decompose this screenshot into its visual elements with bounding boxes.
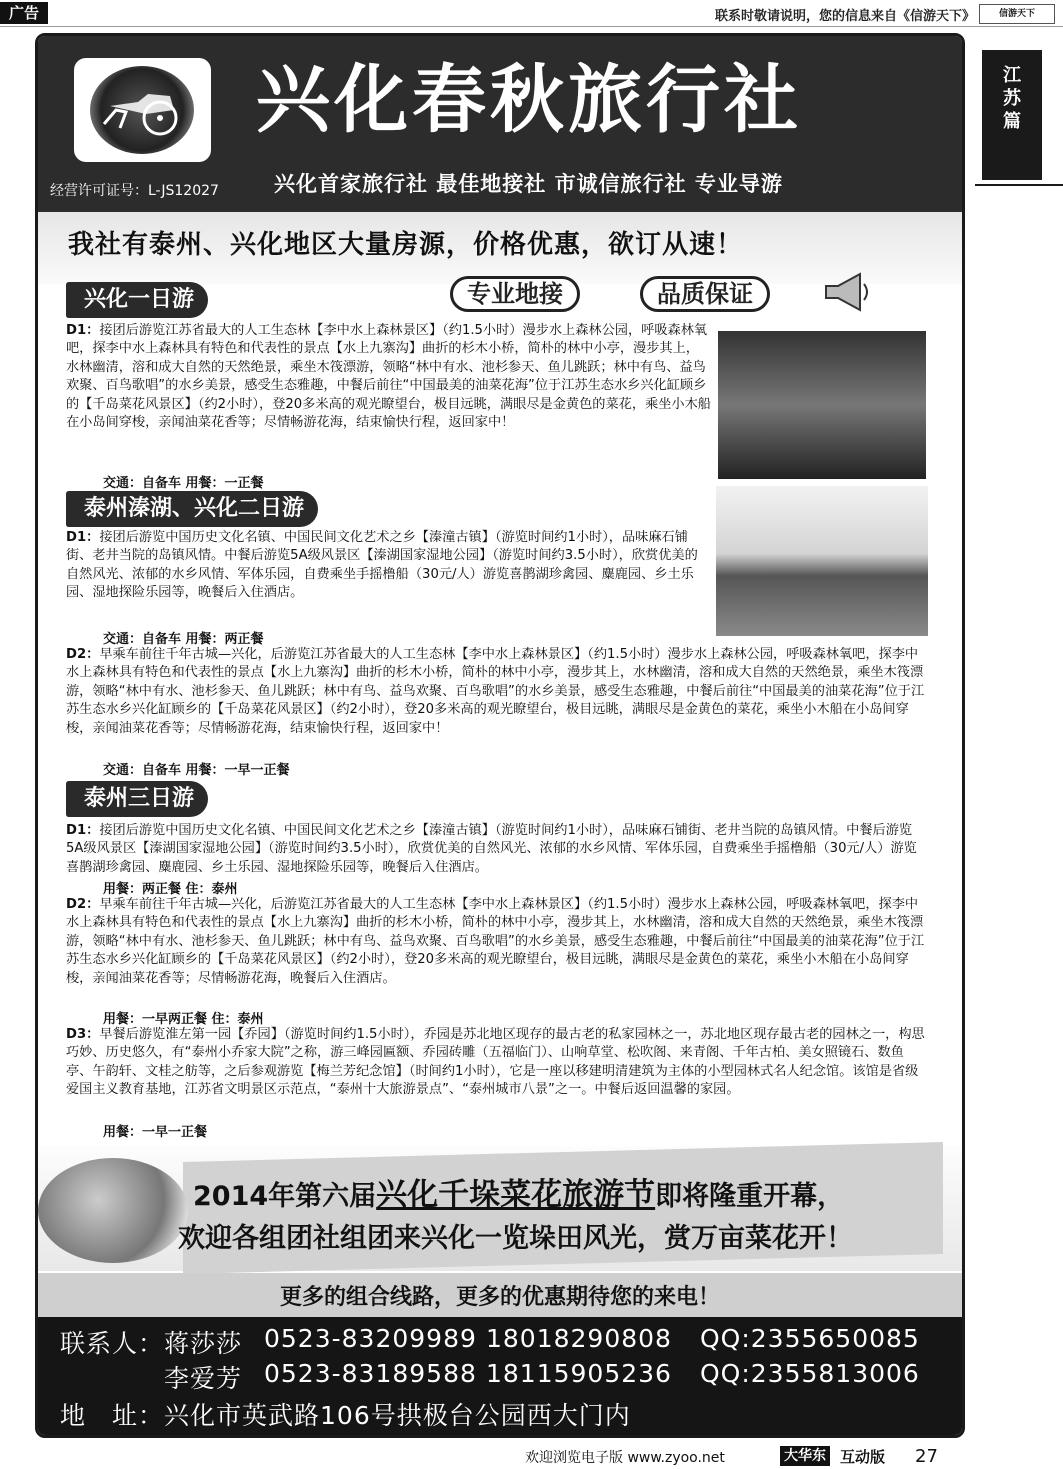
- publication-logo: 信游天下: [979, 4, 1055, 24]
- festival-name: 兴化千垛菜花旅游节: [376, 1177, 656, 1213]
- address-label: 地 址：: [60, 1401, 165, 1430]
- agency-logo: [74, 58, 211, 162]
- tour-title-2: 泰州溱湖、兴化二日游: [66, 491, 318, 527]
- address: 兴化市英武路106号拱极台公园西大门内: [164, 1401, 631, 1430]
- tour-title-1: 兴化一日游: [66, 282, 208, 318]
- tour-2-day-2: [66, 646, 926, 738]
- day-label: D1：: [66, 530, 100, 545]
- ad-tag: 广告: [0, 2, 48, 24]
- festival-announce: 即将隆重开幕，: [655, 1181, 845, 1212]
- day-label: D2：: [66, 647, 100, 662]
- footer-url: 欢迎浏览电子版 www.zyoo.net: [525, 1450, 725, 1466]
- forest-photo: [718, 331, 926, 479]
- tour-1-day-1: [66, 322, 711, 432]
- contact-row-1: [60, 1324, 242, 1360]
- tour-3-day-1-note: 用餐：两正餐 住：泰州: [103, 882, 238, 897]
- divider: [975, 184, 1063, 186]
- wetland-photo: [716, 486, 928, 636]
- source-notice: 联系时敬请说明，您的信息来自《信游天下》: [714, 9, 975, 24]
- day-label: D1：: [66, 823, 100, 838]
- contact-mobile: 18018290808: [486, 1324, 672, 1353]
- contact-qq: QQ:2355813006: [700, 1359, 920, 1388]
- tour-title-3: 泰州三日游: [66, 781, 208, 817]
- address-row: [60, 1396, 631, 1432]
- megaphone-icon: [820, 270, 874, 314]
- day-label: D1：: [66, 323, 100, 338]
- badge-quality: 品质保证: [640, 276, 770, 312]
- tour-3-day-3: [66, 1026, 926, 1100]
- day-text: 早餐后游览淮左第一园【乔园】（游览时间约1.5小时），乔园是苏北地区现存的最古老的私家园林之一，苏北地区现存最古老的园林之一，构思巧妙、历史悠久，有“泰州小乔家大院”之称，游三峰园匾额、乔园砖雕（五福临门）、山响草堂、松吹阁、来青阁、千年古柏、美女照镜石、数鱼亭、午韵轩、文桂之舫等，之后参观游览【梅兰芳纪念馆】（时间约1小时），它是一座以移建明清建筑为主体的小型园林式名人纪念馆。该馆是省级爱国主义教育基地，江苏省文明景区示范点，“泰州十大旅游景点”、“泰州城市八景”之一。中餐后返回温馨的家园。: [66, 1027, 925, 1098]
- festival-line-1: [193, 1169, 844, 1214]
- day-label: D2：: [66, 897, 100, 912]
- festival-year: 2014年第六届: [193, 1181, 377, 1212]
- license-number: 经营许可证号：L-JS12027: [50, 183, 219, 199]
- festival-photo: [38, 1158, 188, 1263]
- day-text: 早乘车前往千年古城—兴化，后游览江苏省最大的人工生态林【李中水上森林景区】（约1.5小时）漫步水上森林公园，呼吸森林氧吧，探李中水上森林具有特色和代表性的景点【水上九寨沟】曲折的杉木小桥，简朴的林中小亭，漫步其上，水林幽清，溶和成大自然的天然绝景，乘坐木筏漂游，领略“林中有水、池杉参天、鱼儿跳跃；林中有鸟、益鸟欢聚、百鸟歌唱”的水乡美景，感受生态雅趣，中餐后前往“中国最美的油菜花海”位于江苏生态水乡兴化缸顾乡的【千岛菜花风景区】（约2小时），登20多米高的观光瞭望台，极目远眺，满眼尽是金黄色的菜花，乘坐小木船在小岛间穿梭，亲闻油菜花香等；尽情畅游花海，晚餐后入住酒店。: [66, 897, 925, 986]
- tour-3-day-2-note: 用餐：一早两正餐 住：泰州: [103, 1012, 264, 1027]
- contact-qq: QQ:2355650085: [700, 1324, 920, 1353]
- headline: 我社有泰州、兴化地区大量房源，价格优惠，欲订从速！: [68, 230, 744, 260]
- agency-name: 兴化春秋旅行社: [256, 57, 802, 143]
- tour-1-note: 交通：自备车 用餐：一正餐: [103, 476, 264, 491]
- contact-label: 联系人：: [60, 1329, 165, 1358]
- badge-local-service: 专业地接: [450, 276, 580, 312]
- day-text: 接团后游览江苏省最大的人工生态林【李中水上森林景区】（约1.5小时）漫步水上森林公园，呼吸森林氧吧，探李中水上森林具有特色和代表性的景点【水上九寨沟】曲折的杉木小桥，简朴的林中小亭，漫步其上，水林幽清，溶和成大自然的天然绝景，乘坐木筏漂游，领略“林中有水、池杉参天、鱼儿跳跃；林中有鸟、益鸟欢聚、百鸟歌唱”的水乡美景，感受生态雅趣，中餐后前往“中国最美的油菜花海”位于江苏生态水乡兴化缸顾乡的【千岛菜花风景区】（约2小时），登20多米高的观光瞭望台，极目远眺，满眼尽是金黄色的菜花，乘坐小木船在小岛间穿梭，亲闻油菜花香等；尽情畅游花海，结束愉快行程，返回家中！: [66, 323, 711, 431]
- tour-3-day-1: [66, 822, 926, 877]
- edition-name: 互动版: [840, 1448, 886, 1466]
- contact-name: 蒋莎莎: [164, 1329, 243, 1358]
- tour-2-day-1-note: 交通：自备车 用餐：两正餐: [103, 632, 264, 647]
- tour-3-day-3-note: 用餐：一早一正餐: [103, 1125, 208, 1140]
- contact-mobile: 18115905236: [486, 1359, 672, 1388]
- ad-frame: [35, 33, 965, 1438]
- day-text: 接团后游览中国历史文化名镇、中国民间文化艺术之乡【溱潼古镇】（游览时间约1小时），品味麻石铺街、老井当院的岛镇风情。中餐后游览5A级风景区【溱湖国家湿地公园】（游览时间约3.5小时），欣赏优美的自然风光、浓郁的水乡风情、军体乐园，自费乘坐手摇橹船（30元/人）游览喜鹊湖珍禽园、麋鹿园、乡土乐园、湿地探险乐园等，晚餐后入住酒店。: [66, 530, 698, 601]
- page-number: 27: [915, 1446, 938, 1467]
- contact-tel: 0523-83209989: [264, 1324, 477, 1353]
- tour-2-day-1: [66, 529, 706, 603]
- day-text: 早乘车前往千年古城—兴化，后游览江苏省最大的人工生态林【李中水上森林景区】（约1.5小时）漫步水上森林公园，呼吸森林氧吧，探李中水上森林具有特色和代表性的景点【水上九寨沟】曲折的杉木小桥，简朴的林中小亭，漫步其上，水林幽清，溶和成大自然的天然绝景，乘坐木筏漂游，领略“林中有水、池杉参天、鱼儿跳跃；林中有鸟、益鸟欢聚、百鸟歌唱”的水乡美景，感受生态雅趣，中餐后前往“中国最美的油菜花海”位于江苏生态水乡兴化缸顾乡的【千岛菜花风景区】（约2小时），登20多米高的观光瞭望台，极目远眺，满眼尽是金黄色的菜花，乘坐小木船在小岛间穿梭，亲闻油菜花香等；尽情畅游花海，结束愉快行程，返回家中！: [66, 647, 925, 736]
- festival-line-2: 欢迎各组团社组团来兴化一览垛田风光，赏万亩菜花开！: [178, 1223, 853, 1254]
- day-label: D3：: [66, 1027, 100, 1042]
- contact-name: 李爱芳: [164, 1364, 243, 1393]
- carriage-icon: [90, 66, 194, 154]
- contact-tel: 0523-83189588: [264, 1359, 477, 1388]
- region-tab-label: 江苏篇: [1003, 65, 1021, 132]
- promo-text: 更多的组合线路，更多的优惠期待您的来电！: [279, 1284, 720, 1310]
- agency-slogan: 兴化首家旅行社 最佳地接社 市诚信旅行社 专业导游: [274, 172, 783, 196]
- region-tab: [982, 50, 1042, 180]
- edition-label: 大华东: [780, 1446, 830, 1466]
- day-text: 接团后游览中国历史文化名镇、中国民间文化艺术之乡【溱潼古镇】（游览时间约1小时），品味麻石铺街、老井当院的岛镇风情。中餐后游览5A级风景区【溱湖国家湿地公园】（游览时间约3.5小时），欣赏优美的自然风光、浓郁的水乡风情、军体乐园，自费乘坐手摇橹船（30元/人）游览喜鹊湖珍禽园、麋鹿园、乡土乐园、湿地探险乐园等，晚餐后入住酒店。: [66, 823, 917, 875]
- tour-2-day-2-note: 交通：自备车 用餐：一早一正餐: [103, 763, 290, 778]
- tour-3-day-2: [66, 896, 926, 988]
